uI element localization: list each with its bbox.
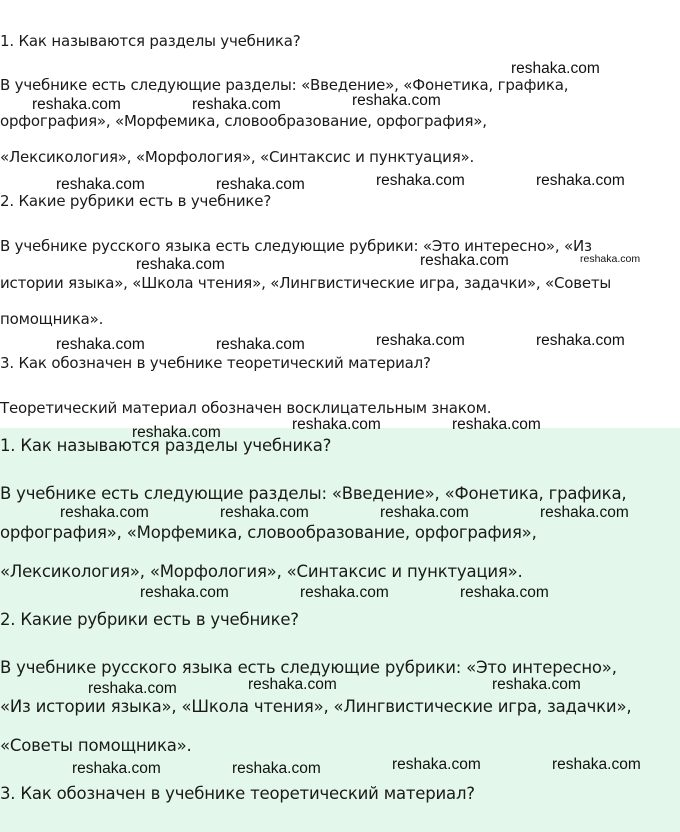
question-3: 3. Как обозначен в учебнике теоретический материал? — [0, 784, 475, 803]
watermark: reshaka.com — [452, 416, 541, 433]
answer-1-line-1: В учебнике есть следующие разделы: «Введение», «Фонетика, графика, — [0, 484, 627, 503]
watermark: reshaka.com — [460, 584, 549, 601]
watermark: reshaka.com — [300, 584, 389, 601]
question-2: 2. Какие рубрики есть в учебнике? — [0, 192, 272, 210]
watermark: reshaka.com — [192, 96, 281, 113]
answer-1-line-2: орфография», «Морфемика, словообразование, орфография», — [0, 523, 537, 542]
watermark: reshaka.com — [376, 332, 465, 349]
watermark: reshaka.com — [380, 504, 469, 521]
answer-1-line-3: «Лексикология», «Морфология», «Синтаксис и пунктуация». — [0, 148, 475, 166]
watermark: reshaka.com — [292, 416, 381, 433]
answer-2-line-2: истории языка», «Школа чтения», «Лингвистические игра, задачки», «Советы — [0, 274, 612, 292]
watermark: reshaka.com — [511, 60, 600, 77]
question-1: 1. Как называются разделы учебника? — [0, 436, 332, 455]
question-1: 1. Как называются разделы учебника? — [0, 32, 301, 50]
watermark: reshaka.com — [132, 424, 221, 441]
question-2: 2. Какие рубрики есть в учебнике? — [0, 610, 299, 629]
watermark: reshaka.com — [232, 760, 321, 777]
answer-1-line-1: В учебнике есть следующие разделы: «Введение», «Фонетика, графика, — [0, 76, 569, 94]
watermark: reshaka.com — [492, 676, 581, 693]
watermark: reshaka.com — [216, 176, 305, 193]
answer-1-line-3: «Лексикология», «Морфология», «Синтаксис и пунктуация». — [0, 562, 523, 581]
watermark: reshaka.com — [580, 253, 641, 265]
answer-2-line-3: «Советы помощника». — [0, 736, 192, 755]
watermark: reshaka.com — [540, 504, 629, 521]
answer-2-line-1: В учебнике русского языка есть следующие рубрики: «Это интересно», «Из — [0, 237, 592, 255]
answer-3: Теоретический материал обозначен восклицательным знаком. — [0, 399, 492, 417]
watermark: reshaka.com — [140, 584, 229, 601]
watermark: reshaka.com — [248, 676, 337, 693]
answer-2-line-1: В учебнике русского языка есть следующие рубрики: «Это интересно», — [0, 658, 617, 677]
watermark: reshaka.com — [60, 504, 149, 521]
watermark: reshaka.com — [136, 256, 225, 273]
watermark: reshaka.com — [552, 756, 641, 773]
watermark: reshaka.com — [536, 172, 625, 189]
watermark: reshaka.com — [536, 332, 625, 349]
watermark: reshaka.com — [420, 252, 509, 269]
watermark: reshaka.com — [220, 504, 309, 521]
watermark: reshaka.com — [392, 756, 481, 773]
watermark: reshaka.com — [352, 92, 441, 109]
watermark: reshaka.com — [216, 336, 305, 353]
answer-1-line-2: орфография», «Морфемика, словообразование, орфография», — [0, 112, 487, 130]
watermark: reshaka.com — [56, 336, 145, 353]
watermark: reshaka.com — [32, 96, 121, 113]
question-3: 3. Как обозначен в учебнике теоретический материал? — [0, 354, 431, 372]
answer-2-line-3: помощника». — [0, 310, 104, 328]
watermark: reshaka.com — [88, 680, 177, 697]
watermark: reshaka.com — [72, 760, 161, 777]
watermark: reshaka.com — [56, 176, 145, 193]
watermark: reshaka.com — [376, 172, 465, 189]
answer-2-line-2: «Из истории языка», «Школа чтения», «Лингвистические игра, задачки», — [0, 697, 632, 716]
